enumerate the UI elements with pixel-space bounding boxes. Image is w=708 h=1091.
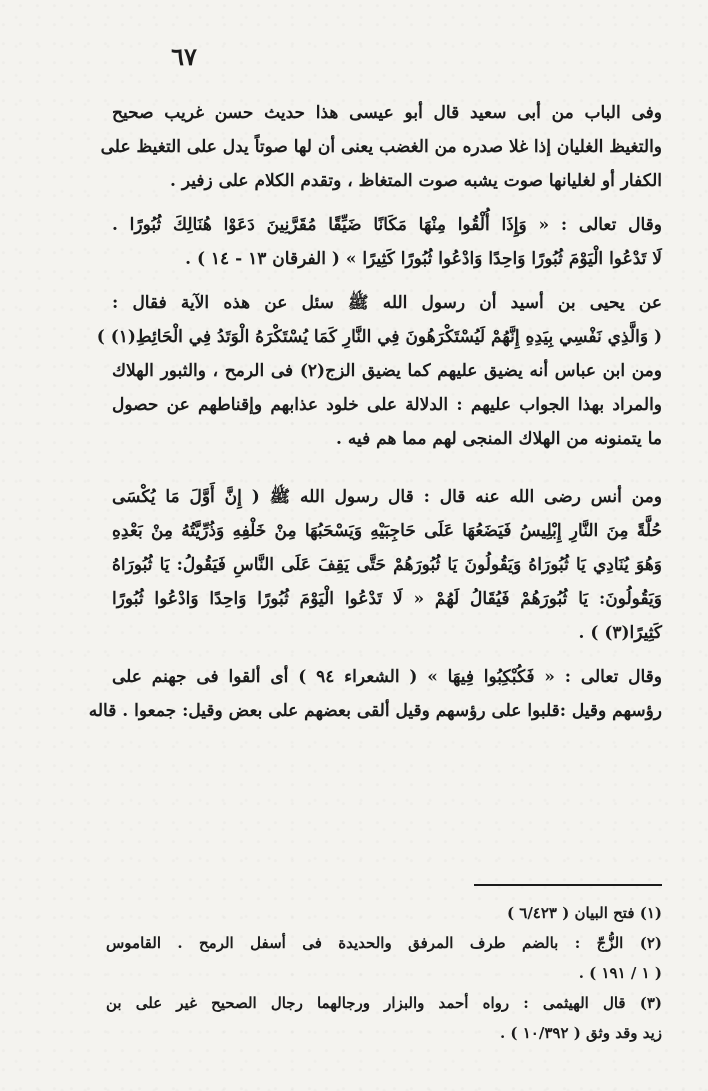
paragraph: [88, 660, 662, 728]
footnote-line: ( ١ / ١٩١ ) .: [578, 964, 662, 982]
text-line: كَثِيرًا(٣) ) .: [578, 623, 662, 643]
page-number: ٦٧: [171, 42, 197, 71]
paragraph: [112, 480, 662, 650]
text-line: ما يتمنونه من الهلاك المنجى لهم مما هم فيه .: [336, 429, 662, 449]
footnote-divider: [474, 884, 662, 886]
footnote-line: (٣) قال الهيثمى : رواه أحمد والبزار ورجالهما رجال الصحيح غير على بن: [106, 994, 662, 1012]
paragraph: [100, 96, 662, 198]
main-text: [88, 96, 662, 728]
paragraph: [112, 208, 662, 276]
paragraph: [96, 286, 662, 456]
text-line: وقال تعالى : « وَإِذَا أُلْقُوا مِنْهَا مَكَانًا ضَيِّقًا مُقَرَّنِينَ دَعَوْا هُنَالِكَ ثُبُورًا .: [112, 215, 662, 235]
text-line: وقال تعالى : « فَكُبْكِبُوا فِيهَا » ( الشعراء ٩٤ ) أى ألقوا فى جهنم على: [112, 667, 662, 687]
text-line: لَا تَدْعُوا الْيَوْمَ ثُبُورًا وَاحِدًا وَادْعُوا ثُبُورًا كَثِيرًا » ( الفرقان ١٣ - ١٤ ) .: [185, 249, 662, 269]
text-line: ومن ابن عباس أنه يضيق عليهم كما يضيق الزج(٢) فى الرمح ، والثبور الهلاك: [112, 361, 662, 381]
text-line: والمراد بهذا الجواب عليهم : الدلالة على خلود عذابهم وإقناطهم عن حصول: [112, 395, 662, 415]
text-line: وَهُوَ يُنَادِي يَا ثُبُورَاهُ وَيَقُولُونَ يَا ثُبُورَهُمْ حَتَّى يَقِفَ عَلَى النَّاسِ فَيَقُولُ: يَا ثُبُورَاهُ: [112, 555, 662, 575]
text-line: الكفار أو لغليانها صوت يشبه صوت المتغاظ ، وتقدم الكلام على زفير .: [170, 171, 662, 191]
footnotes: [106, 898, 662, 1048]
text-line: رؤسهم وقيل :قلبوا على رؤسهم وقيل ألقى بعضهم على بعض وقيل: جمعوا . قاله: [88, 701, 662, 721]
footnote-line: (٢) الزُّجّ : بالضم طرف المرفق والحديدة فى أسفل الرمح . القاموس: [106, 934, 662, 952]
footnote-line: زيد وقد وثق ( ١٠/٣٩٢ ) .: [499, 1024, 662, 1042]
text-line: ومن أنس رضى الله عنه قال : قال رسول الله ﷺ ( إِنَّ أَوَّلَ مَا يُكْسَى: [112, 487, 662, 507]
text-line: وفى الباب من أبى سعيد قال أبو عيسى هذا حديث حسن غريب صحيح: [112, 103, 662, 123]
footnote-line: (١) فتح البيان ( ٦/٤٢٣ ): [506, 904, 662, 922]
text-line: حُلَّةً مِنَ النَّارِ إِبْلِيسُ فَيَضَعُهَا عَلَى حَاجِبَيْهِ وَيَسْحَبُهَا مِنْ خَلْفِهِ وَذُرِّيَّتُهُ مِنْ بَعْدِهِ: [112, 521, 662, 541]
text-line: ( وَالَّذِي نَفْسِي بِيَدِهِ إِنَّهُمْ لَيُسْتَكْرَهُونَ فِي النَّارِ كَمَا يُسْتَكْرَهُ الْوَتَدُ فِي الْحَائِطِ(١) ): [96, 327, 662, 347]
text-line: والتغيظ الغليان إذا غلا صدره من الغضب يعنى أن لها صوتاً يدل على التغيظ على: [100, 137, 662, 157]
text-line: عن يحيى بن أسيد أن رسول الله ﷺ سئل عن هذه الآية فقال :: [112, 293, 662, 313]
text-line: وَيَقُولُونَ: يَا ثُبُورَهُمْ فَيُقَالُ لَهُمْ « لَا تَدْعُوا الْيَوْمَ ثُبُورًا وَاحِدًا وَادْعُوا ثُبُورًا: [112, 589, 662, 609]
